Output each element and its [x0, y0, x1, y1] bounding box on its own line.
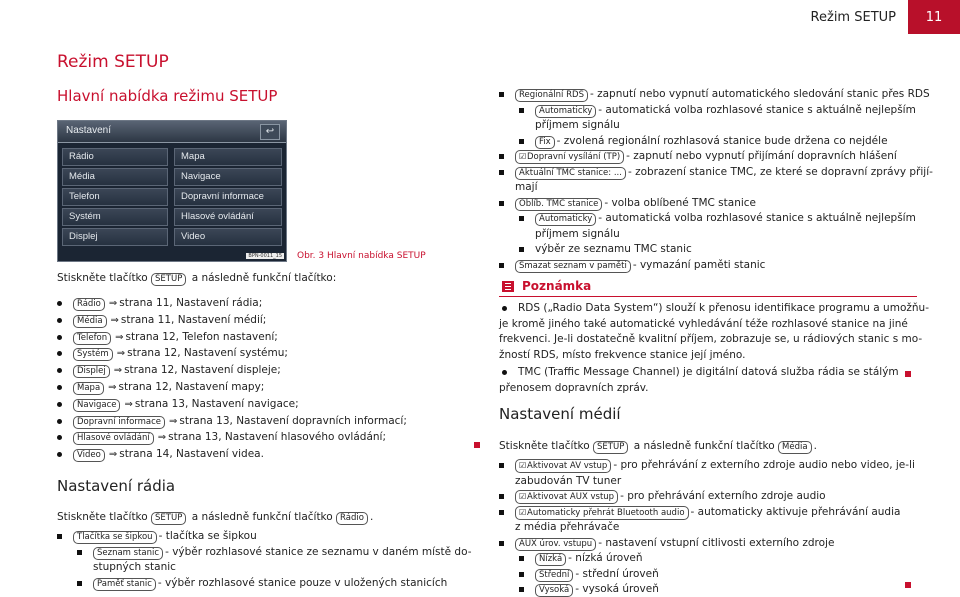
list-bullet — [499, 510, 504, 515]
list-item — [535, 582, 659, 597]
list-item — [73, 380, 264, 395]
note-line: RDS („Radio Data System“) slouží k přenosu identifikace programu a umožňu- — [518, 302, 929, 314]
item-text: strana 11, Nastavení rádia; — [119, 297, 263, 309]
item-text: příjmem signálu — [535, 119, 620, 131]
screen-item-telefon[interactable]: Telefon — [62, 188, 168, 206]
item-text: strana 13, Nastavení navigace; — [134, 397, 299, 410]
key-label — [515, 506, 689, 520]
screen-header-label: Nastavení — [66, 125, 112, 136]
radio-key: Rádio — [336, 512, 368, 525]
setup-key: SETUP — [151, 273, 186, 286]
screen-item-radio[interactable]: Rádio — [62, 148, 168, 166]
list-bullet — [499, 201, 504, 206]
key-label: Střední — [535, 569, 573, 582]
intro-suffix: a následně funkční tlačítko: — [191, 272, 337, 284]
list-item — [535, 211, 916, 226]
intro-prefix: Stiskněte tlačítko — [57, 272, 148, 284]
list-item — [73, 363, 281, 378]
list-item — [515, 536, 834, 551]
list-bullet — [57, 402, 62, 407]
item-text: výběr ze seznamu TMC stanic — [535, 243, 692, 255]
list-item — [535, 118, 620, 132]
checkbox-icon: ☑ — [519, 492, 527, 501]
item-text: strana 12, Nastavení displeje; — [124, 364, 281, 377]
page-number: 11 — [908, 0, 960, 34]
item-text: strana 12, Nastavení systému; — [127, 347, 288, 360]
key-label: Telefon — [73, 332, 111, 345]
list-bullet — [499, 494, 504, 499]
key-label — [515, 459, 611, 473]
list-item — [535, 242, 692, 256]
item-text: - výběr rozhlasové stanice pouze v uložených stanicích — [157, 576, 448, 589]
item-text: strana 12, Nastavení mapy; — [118, 381, 265, 393]
list-bullet — [499, 263, 504, 268]
item-text: - výběr rozhlasové stanice ze seznamu v daném místě do- — [165, 545, 472, 558]
list-item — [93, 545, 472, 560]
screen-item-dopravni[interactable]: Dopravní informace — [174, 188, 282, 206]
item-text: - automatická volba rozhlasové stanice s aktuálně nejlepším — [598, 103, 916, 116]
item-text: zabudován TV tuner — [515, 474, 622, 487]
arrow-icon: ⇒ — [124, 398, 133, 410]
list-item — [515, 458, 915, 473]
item-text: - tlačítka se šipkou — [158, 530, 257, 542]
key-label: Seznam stanic — [93, 547, 163, 560]
checkbox-icon: ☑ — [519, 152, 527, 161]
item-text: - nízká úroveň — [568, 552, 643, 564]
figure-caption: Obr. 3 Hlavní nabídka SETUP — [297, 251, 426, 261]
list-bullet — [499, 541, 504, 546]
item-text: strana 14, Nastavení videa. — [119, 448, 264, 461]
note-rule — [499, 296, 917, 297]
list-item — [515, 196, 756, 211]
list-bullet — [499, 154, 504, 159]
screen-item-mapa[interactable]: Mapa — [174, 148, 282, 166]
item-text: - nastavení vstupní citlivosti externího zdroje — [598, 536, 835, 549]
item-text: strana 11, Nastavení médií; — [120, 313, 267, 326]
list-item — [73, 296, 262, 311]
item-text: - střední úroveň — [575, 567, 659, 580]
list-bullet — [499, 92, 504, 97]
list-item — [73, 529, 257, 544]
list-item — [515, 474, 621, 488]
key-label: Automaticky — [535, 213, 596, 226]
item-text: mají — [515, 181, 538, 193]
arrow-icon: ⇒ — [108, 298, 118, 309]
list-item — [73, 430, 386, 445]
radio-intro-prefix: Stiskněte tlačítko — [57, 511, 148, 523]
key-label: Nízká — [535, 553, 566, 566]
item-text: stupných stanic — [93, 561, 176, 573]
key-label: Vysoká — [535, 584, 573, 597]
subsection-title: Hlavní nabídka režimu SETUP — [57, 87, 278, 105]
screen-item-video[interactable]: Video — [174, 228, 282, 246]
list-bullet — [57, 385, 62, 390]
key-label: Oblíb. TMC stanice — [515, 198, 602, 211]
item-text: - zvolená regionální rozhlasová stanice bude držena co nejdéle — [556, 134, 888, 147]
key-label: Navigace — [73, 399, 120, 412]
list-item — [535, 134, 888, 149]
media-intro-mid: a následně funkční tlačítko — [633, 440, 775, 452]
key-text: Aktivovat AUX vstup — [527, 492, 615, 502]
media-intro-prefix: Stiskněte tlačítko — [499, 440, 590, 452]
radio-section-title: Nastavení rádia — [57, 477, 176, 495]
key-label: Média — [73, 315, 107, 328]
key-label: Tlačítka se šipkou — [73, 531, 157, 544]
list-bullet — [77, 550, 82, 555]
list-bullet — [519, 572, 524, 577]
arrow-icon: ⇒ — [110, 314, 119, 326]
list-bullet — [519, 216, 524, 221]
arrow-icon: ⇒ — [115, 331, 124, 343]
list-bullet — [499, 170, 504, 175]
arrow-icon: ⇒ — [116, 348, 126, 360]
screen-item-navigace[interactable]: Navigace — [174, 168, 282, 186]
list-item — [515, 165, 933, 180]
list-item — [73, 414, 407, 429]
arrow-icon: ⇒ — [108, 449, 118, 461]
note-bullet — [502, 370, 507, 375]
arrow-icon: ⇒ — [113, 365, 123, 377]
key-label — [515, 150, 624, 164]
list-bullet — [519, 139, 524, 144]
list-bullet — [519, 247, 524, 252]
end-mark — [474, 442, 480, 448]
key-label: Automaticky — [535, 105, 596, 118]
list-item — [93, 560, 176, 574]
item-text: strana 13, Nastavení hlasového ovládání; — [168, 431, 386, 444]
note-line: přenosem dopravních zpráv. — [499, 381, 649, 394]
key-label: Systém — [73, 348, 113, 361]
checkbox-icon: ☑ — [519, 461, 527, 470]
item-text: - zobrazení stanice TMC, ze které se dopravní zprávy přijí- — [627, 165, 933, 178]
item-text: - volba oblíbené TMC stanice — [604, 196, 756, 209]
media-end-mark — [905, 582, 911, 588]
list-item — [515, 149, 897, 164]
list-bullet — [519, 556, 524, 561]
list-item — [535, 551, 643, 566]
list-item — [515, 489, 826, 504]
key-text: Aktivovat AV vstup — [527, 461, 608, 471]
list-bullet — [499, 463, 504, 468]
media-key: Média — [778, 441, 812, 454]
list-item — [535, 103, 916, 118]
screen-item-media[interactable]: Média — [62, 168, 168, 186]
note-line: je kromě jiného také automatické vyhledávání téže rozhlasové stanice na jiné — [499, 317, 908, 330]
list-item — [515, 258, 765, 273]
list-item — [515, 180, 538, 194]
list-bullet — [519, 108, 524, 113]
item-text: - automatická volba rozhlasové stanice s aktuálně nejlepším — [598, 212, 916, 224]
key-label: AUX úrov. vstupu — [515, 538, 596, 551]
arrow-icon: ⇒ — [157, 432, 167, 444]
list-bullet — [57, 368, 62, 373]
item-text: příjmem signálu — [535, 227, 620, 240]
setup-menu-screen — [57, 120, 287, 262]
key-label: Fix — [535, 136, 555, 149]
key-label — [515, 490, 618, 504]
list-item — [515, 520, 619, 534]
screen-header — [58, 121, 286, 143]
key-label: Smazat seznam v paměti — [515, 260, 631, 273]
back-icon[interactable]: ↩ — [260, 124, 280, 140]
list-bullet — [57, 335, 62, 340]
key-label: Mapa — [73, 382, 104, 395]
arrow-icon: ⇒ — [169, 415, 178, 427]
key-label: Aktuální TMC stanice: ... — [515, 167, 626, 180]
note-line: frekvenci. Je-li dostatečně kvalitní příjem, zobrazuje se, u rádiových stanic s mo- — [499, 333, 923, 345]
media-intro-end: . — [813, 440, 817, 452]
key-text: Dopravní vysílání (TP) — [527, 152, 621, 162]
radio-intro-end: . — [369, 511, 374, 523]
list-item — [535, 227, 620, 241]
note-end-mark — [905, 371, 911, 377]
note-icon — [502, 281, 514, 292]
key-text: Automaticky přehrát Bluetooth audio — [527, 507, 685, 518]
radio-intro-mid: a následně funkční tlačítko — [191, 511, 333, 523]
list-item — [515, 505, 900, 520]
item-text: - zapnutí nebo vypnutí automatického sledování stanic přes RDS — [589, 88, 930, 100]
list-item — [73, 346, 288, 361]
list-bullet — [519, 587, 524, 592]
item-text: - automaticky aktivuje přehrávání audia — [690, 505, 901, 518]
key-label: Regionální RDS — [515, 89, 588, 102]
item-text: - pro přehrávání z externího zdroje audio nebo video, je-li — [613, 459, 915, 471]
media-section-title: Nastavení médií — [499, 405, 621, 423]
list-bullet — [57, 534, 62, 539]
key-label: Dopravní informace — [73, 416, 165, 429]
header-title: Režim SETUP — [810, 9, 896, 25]
list-bullet — [57, 351, 62, 356]
key-label: Video — [73, 449, 105, 462]
radio-setup-key: SETUP — [151, 512, 186, 525]
key-label: Paměť stanic — [93, 578, 156, 591]
note-title: Poznámka — [522, 279, 592, 293]
screen-item-hlasove[interactable]: Hlasové ovládání — [174, 208, 282, 226]
page-header — [811, 0, 960, 34]
screen-item-system[interactable]: Systém — [62, 208, 168, 226]
item-text: - pro přehrávání externího zdroje audio — [620, 490, 826, 502]
list-item — [535, 567, 659, 582]
radio-intro — [57, 510, 373, 525]
note-line: TMC (Traffic Message Channel) je digitální datová služba rádia se stálým — [518, 366, 899, 378]
key-label: Rádio — [73, 298, 105, 311]
item-text: z média přehrávače — [515, 521, 620, 533]
media-setup-key: SETUP — [593, 441, 628, 454]
figure-stamp: BPN-0011_15 — [248, 253, 282, 259]
list-bullet — [77, 581, 82, 586]
list-bullet — [57, 318, 62, 323]
list-bullet — [57, 435, 62, 440]
note-bullet — [502, 306, 507, 311]
screen-item-displej[interactable]: Displej — [62, 228, 168, 246]
media-intro — [499, 439, 817, 454]
list-item — [515, 87, 930, 102]
list-item — [73, 447, 264, 462]
key-label: Hlasové ovládání — [73, 432, 154, 445]
list-item — [73, 330, 278, 345]
list-bullet — [57, 301, 62, 306]
item-text: strana 13, Nastavení dopravních informací; — [179, 414, 407, 427]
list-item — [93, 576, 447, 591]
note-line: žností RDS, místo frekvence stanice její jméno. — [499, 348, 746, 361]
section-title: Režim SETUP — [57, 52, 169, 72]
list-item — [73, 397, 299, 412]
item-text: - vymazání paměti stanic — [632, 258, 766, 271]
list-bullet — [57, 452, 62, 457]
list-bullet — [57, 419, 62, 424]
list-item — [73, 313, 266, 328]
arrow-icon: ⇒ — [108, 382, 117, 393]
item-text: strana 12, Telefon nastavení; — [125, 330, 278, 343]
item-text: - vysoká úroveň — [575, 583, 659, 595]
intro-line — [57, 271, 336, 286]
checkbox-icon: ☑ — [519, 507, 527, 517]
item-text: - zapnutí nebo vypnutí přijímání dopravních hlášení — [626, 150, 897, 162]
key-label: Displej — [73, 365, 110, 378]
